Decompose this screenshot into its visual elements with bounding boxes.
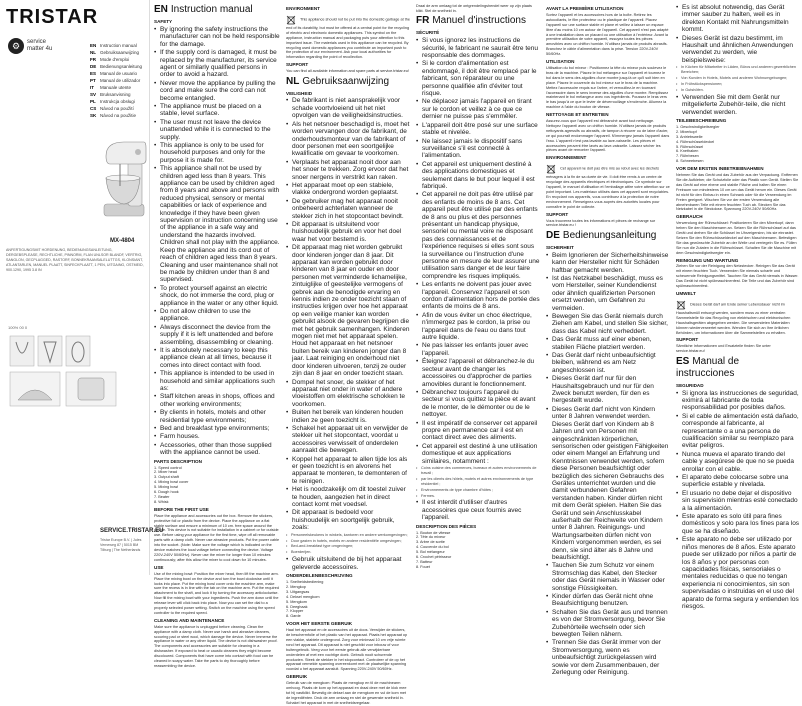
safety-item: • Accessories, other than those supplied with the appliance cannot be used. xyxy=(154,442,280,457)
part-item: 3. Output shaft xyxy=(154,475,179,480)
safety-item: • Il est impératif de conserver cet appareil propre en permanence car il est en contact direct avec des aliments. xyxy=(416,420,540,442)
language-list-item xyxy=(90,84,142,91)
language-list xyxy=(90,42,142,119)
service-icon: ⚙ xyxy=(8,38,24,54)
safety-item: • Koppel het apparaat te allen tijde los als er geen toezicht is en alvorens het apparaat te monteren, te demonteren of te reinigen. xyxy=(286,456,410,486)
safety-item: • Les enfants ne doivent pas jouer avec l'appareil. Conservez l'appareil et son cordon d'alimentation hors de portée des enfants de moins de 8 ans. xyxy=(416,281,540,311)
part-item: 1. Speed control xyxy=(154,465,182,470)
section-title-de: DE Bedienungsanleitung xyxy=(546,229,657,241)
part-item: 7. Beater xyxy=(154,495,170,499)
cleaning-text-de: Ziehen Sie vor der Reinigung den Netzstecker. Reinigen Sie das Gerät mit einem feuchten Tuch. Verwenden Sie niemals scharfe und scheuernde Reinigungsmittel. Tauchen Sie das Gerät niemals in Wasser. Das Gerät ist nicht spülmaschinenfest. Die Teile und das Zubehör sind spülmaschinenfest. xyxy=(676,264,799,289)
safety-item: • Éteignez l'appareil et débranchez-le du secteur avant de changer les accessoires ou d'approcher de parties amovibles durant le fonctionnement. xyxy=(416,358,540,388)
heading-environment: ENVIRONMENT xyxy=(286,6,320,11)
safety-item: • Dit apparaat mag niet worden gebruikt door kinderen jonger dan 8 jaar. Dit apparaat kan worden gebruikt door kinderen van 8 jaar en ouder en door personen met verminderde lichamelijke, zintuiglijke of geestelijke vermogens of gebrek aan de benodigde ervaring en kennis indien ze onder toezicht staan of instructies krijgen over hoe het apparaat op een veilige manier kan worden gebruikt alsook de gevaren begrijpen die met het gebruik samenhangen. Kinderen mogen niet met het apparaat spelen. Houd het apparaat en het netsnoer buiten bereik van kinderen jonger dan 8 jaar. Laat reiniging en onderhoud niet door kinderen uitvoeren, tenzij ze ouder zijn dan 8 jaar en onder toezicht staan. xyxy=(286,244,410,377)
cleaning-text-fr: Assurez-vous que l'appareil est débranché avant tout nettoyage. Nettoyez l'appareil avec un chiffon humide. N'utilisez jamais de produits nettoyants agressifs ou abrasifs, de tampon à récurer ou de laine d'acier, ce qui pourrait endommager l'appareil. N'immergez jamais l'appareil dans l'eau. L'appareil n'est pas lavable au lave-vaisselle. Les pièces et accessoires peuvent être lavés au lave-vaisselle. Laissez sécher les pièces avant de remonter l'appareil. xyxy=(546,119,670,153)
service-badge xyxy=(8,38,52,54)
heading-safety: SAFETY xyxy=(154,19,173,24)
part-item: 8. Fouet xyxy=(416,564,430,569)
safety-item: • Débranchez toujours l'appareil du secteur si vous quittez la pièce et avant de le monter, de le démonter ou de le nettoyer. xyxy=(416,389,540,419)
cover-small-label: 100% 00 0 xyxy=(8,325,28,330)
safety-item: • L'appareil doit être posé sur une surface stable et nivelée. xyxy=(416,122,540,137)
part-item: 4. Deksel mengkom xyxy=(286,594,320,599)
language-label: Bedienungsanleitung xyxy=(100,64,143,69)
safety-item: • Als het netsnoer beschadigd is, moet het worden vervangen door de fabrikant, de onderhoudsmonteur van de fabrikant of door personen met een soortgelijke kwalificatie om gevaar te voorkomen. xyxy=(286,121,410,158)
part-item: 3. Antriebswelle xyxy=(676,134,703,139)
safety-item: • De fabrikant is niet aansprakelijk voor schade voortvloeiend uit het niet opvolgen van de veiligheidsinstructies. xyxy=(286,97,410,119)
language-list-item xyxy=(90,105,142,112)
safety-item: • Si le cordon d'alimentation est endommagé, il doit être remplacé par le fabricant, son réparateur ou une personne qualifiée afin d'éviter tout risque. xyxy=(416,60,540,97)
part-item: 6. Dough hook xyxy=(154,490,179,495)
part-item: 6. Knethaken xyxy=(676,149,699,154)
before-use-text-nl: Haal het apparaat en de accessoires uit de doos. Verwijder de stickers, de beschermfolie of het plastic van het apparaat. Plaats het apparaat op een vlakke, stabiele ondergrond. Zorg voor minimaal 10 cm vrije ruimte rond het apparaat. Dit apparaat is niet geschikt voor inbouw of voor buitengebruik. Veeg voor het eerste gebruik alle verwijderbare onderdelen af met een vochtige doek. Gebruik nooit schurende producten. Steek de stekker in het stopcontact. Controleer of de op het apparaat vermelde spanning overeenkomt met de plaatselijke spanning voordat u het apparaat aansluit. Spanning 220V-240V 50/60Hz. xyxy=(286,628,408,672)
accessories-note-nl: • Gebruik uitsluitend de bij het apparaat geleverde accessoires. xyxy=(286,556,410,571)
safety-item: • De gebruiker mag het apparaat nooit onbeheerd achterlaten wanneer de stekker zich in het stopcontact bevindt. xyxy=(286,198,410,220)
language-list-item xyxy=(90,63,142,70)
cleaning-text: Make sure the appliance is unplugged before cleaning. Clean the appliance with a damp cloth. Never use harsh and abrasive cleaners, scouring pad or steel wool, which damage the device. Never immerse the appliance in water or any other liquid. The device is not dishwasher proof. The components and accessories are suitable for cleaning in a dishwasher. If exposed to heat or caustic cleaners they might become discoloured. Components that have come into contact with food can be cleaned in soapy water. Take the parts to dry thoroughly before reassembling the device. xyxy=(154,624,278,668)
heading-parts: PARTS DESCRIPTION xyxy=(154,458,202,464)
safety-list-de-cont xyxy=(676,4,800,64)
heading-reinigung: REINIGUNG UND WARTUNG xyxy=(676,257,739,263)
model-number: MX-4804 xyxy=(110,238,135,244)
safety-item: • Si ignora las instrucciones de seguridad, eximirá al fabricante de toda responsabilidad por posibles daños. xyxy=(676,390,800,412)
parts-list-fr xyxy=(416,531,540,570)
part-item: 3. Arbre de sortie xyxy=(416,540,445,545)
safety-item: • The appliance must be placed on a stable, level surface. xyxy=(154,103,280,118)
column-nl xyxy=(286,4,410,705)
part-item: 2. Tête du mixeur xyxy=(416,535,446,540)
part-item: 1. Bouton de vitesse xyxy=(416,530,451,535)
part-item: 3. Uitgangsas xyxy=(286,589,310,594)
language-list-item xyxy=(90,91,142,98)
safety-item: • Dompel het snoer, de stekker of het apparaat niet onder in water of andere vloeistoffen om elektrische schokken te voorkomen. xyxy=(286,379,410,409)
usage-item: • Bed-and-breakfast type omgevingen; xyxy=(286,544,410,549)
safety-item: • Bed and breakfast type environments; xyxy=(154,425,280,432)
safety-item: • Staff kitchen areas in shops, offices and other working environments; xyxy=(154,393,280,408)
safety-item: • Dieses Gerät darf nur für den Haushaltsgebrauch und nur für den Zweck benutzt werden, für den es hergestellt wurde. xyxy=(546,375,670,405)
safety-item: • Dit apparaat is bedoeld voor huishoudelijk en soortgelijk gebruik, zoals: xyxy=(286,509,410,531)
safety-item: • Ne laissez jamais le dispositif sans surveillance s'il est connecté à l'alimentation. xyxy=(416,138,540,160)
recycle-bin-icon xyxy=(286,15,296,25)
safety-item: • Cet appareil est uniquement destiné à des applications domestiques et seulement dans le but pour lequel il est fabriqué. xyxy=(416,161,540,191)
heading-umwelt: UMWELT xyxy=(676,291,696,296)
safety-item: • Dieses Gerät ist dazu bestimmt, im Haushalt und ähnlichen Anwendungen verwendet zu werden, wie beispielsweise: xyxy=(676,35,800,65)
safety-item: • This appliance shall not be used by children aged less than 8 years. This appliance can be used by children aged from 8 years and above and persons with reduced physical, sensory or mental capabilities or lack of experience and knowledge if they have been given supervision or instruction concerning use of the appliance in a safe way and understand the hazards involved. Children shall not play with the appliance. Keep the appliance and its cord out of reach of children aged less than 8 years. Cleaning and user maintenance shall not be made by children under than 8 and supervised. xyxy=(154,165,280,284)
part-item: 2. Mengkop xyxy=(286,584,306,589)
safety-item: • Beim Ignorieren der Sicherheitshinweise kann der Hersteller nicht für Schäden haftbar gemacht werden. xyxy=(546,252,670,274)
safety-item: • Nunca mueva el aparato tirando del cable y asegúrese de que no se pueda enrollar con el cable. xyxy=(676,451,800,473)
safety-item: • Bewegen Sie das Gerät niemals durch Ziehen am Kabel, und stellen Sie sicher, dass das Kabel nicht verheddert. xyxy=(546,313,670,335)
safety-item: • Si vous ignorez les instructions de sécurité, le fabricant ne saurait être tenu responsable des dommages. xyxy=(416,37,540,59)
heading-voor-gebruik: VOOR HET EERSTE GEBRUIK xyxy=(286,621,353,627)
part-item: 4. Couvercle du bol xyxy=(416,545,449,550)
language-list-item xyxy=(90,42,142,49)
column-fr xyxy=(416,4,540,572)
accessories-note-fr: • Il est interdit d'utiliser d'autres accessoires que ceux fournis avec l'appareil. xyxy=(416,499,540,521)
safety-item: • El aparato debe colocarse sobre una superficie estable y nivelada. xyxy=(676,474,800,489)
part-item: 1. Snelheidsbediening xyxy=(286,579,324,584)
support-text-de: Sämtliche Informationen und Ersatzteile finden Sie unter service.tristar.eu! xyxy=(676,344,771,354)
part-item: 2. Mixer head xyxy=(154,470,178,475)
language-code: IT xyxy=(90,85,94,90)
language-label: Gebruiksaanwijzing xyxy=(100,50,140,55)
language-code: PL xyxy=(90,99,96,104)
language-label: Instruction manual xyxy=(100,43,137,48)
language-label: Instrukcja obsługi xyxy=(100,99,135,104)
stand-mixer-illustration xyxy=(100,120,148,230)
safety-list-fr xyxy=(416,37,540,465)
heading-use: USE xyxy=(154,564,164,570)
brand-logo: TRISTAR xyxy=(6,6,99,28)
section-title-en: EN Instruction manual xyxy=(154,4,253,15)
part-item: 2. Mixerkopf xyxy=(676,129,697,134)
use-text: Use of the mixing bowl: Position the mixer head, then lift the machine arm. Place the mixing bowl on the device and turn the bowl clockwise until it locks into place. Put the mixing bowl cover onto the machine arm, make sure the recess is in line with the tab on the machine arm. Put the required attachment to the shaft, and lock it by turning the accessory anticlockwise. Now fill the mixing bowl with your ingredients. Push the arm down until the release lever will click back into place. Now you can set the dial to a properly selected power setting. Switch on the machine using the speed controller to the required speed. xyxy=(154,571,279,615)
part-item: 1. Geschwindigkeitsregler xyxy=(676,124,720,129)
safety-item: • El usuario no debe dejar el dispositivo sin supervisión mientras esté conectado a la alimentación. xyxy=(676,490,800,512)
heading-environnement: ENVIRONNEMENT xyxy=(546,155,587,161)
part-item: 8. Garde xyxy=(286,614,301,619)
language-code: ES xyxy=(90,71,97,76)
language-list-item xyxy=(90,56,142,63)
safety-item: • Het is noodzakelijk om dit toestel zuiver te houden, aangezien het in direct contact komt met voedsel. xyxy=(286,486,410,508)
parts-list-nl xyxy=(286,580,410,619)
environment-text-de: Dieses Gerät darf am Ende seiner Lebensdauer nicht im Haushaltsmüll entsorgt werden, sondern muss zu einer zentralen Sammelstelle für das Recycling von elektrischen und elektronischen Haushaltsgeräten abgegeben werden. Die verwendeten Materialien können wiederverwertet werden. Wenden Sie sich an Ihre örtlichen Behörden, um Informationen über die Sammelstellen zu erhalten. xyxy=(676,302,791,335)
language-code: NL xyxy=(90,50,96,55)
heading-teile: TEILEBESCHREIBUNG xyxy=(676,118,727,123)
language-code: SK xyxy=(90,113,97,118)
use-text-nl: Gebruik van de mengkom: Plaats de mengkop en til de machinearm omhoog. Plaats de kom op het apparaat en draai deze met de klok mee tot hij vastklikt. Bevestig de deksel aan de mengkom en vul de kom met de ingrediënten. Druk de arm omlaag en stel de gewenste snelheid in. Schakel het apparaat in met de snelheidsregelaar. xyxy=(286,681,407,705)
part-item: 8. Schneebesen xyxy=(676,159,704,164)
safety-item: • By clients in hotels, motels and other residential type environments; xyxy=(154,409,280,424)
safety-item: • Ne pas laisser les enfants jouer avec l'appareil. xyxy=(416,342,540,357)
language-code: PT xyxy=(90,78,96,83)
accessories-illustration xyxy=(8,330,118,410)
heading-before-use: BEFORE THE FIRST USE xyxy=(154,506,209,512)
safety-item: • To protect yourself against an electric shock, do not immerse the cord, plug or appliance in the water or any other liquid. xyxy=(154,285,280,307)
part-item: 5. Mixing bowl xyxy=(154,485,179,490)
safety-list-nl xyxy=(286,97,410,531)
part-item: 4. Mixing bowl cover xyxy=(154,480,189,485)
heading-gebrauch: GEBRAUCH xyxy=(676,214,703,220)
safety-item: • Schakel het apparaat uit en verwijder de stekker uit het stopcontact, voordat u accessoires verwisselt of onderdelen aanraakt die bewegen. xyxy=(286,425,410,455)
language-code: CS xyxy=(90,106,97,111)
heading-veiligheid: VEILIGHEID xyxy=(286,90,313,96)
safety-item: • It is absolutely necessary to keep this appliance clean at all times, because it comes into direct contact with food. xyxy=(154,347,280,369)
heading-avant: AVANT LA PREMIÈRE UTILISATION xyxy=(546,6,624,11)
part-item: 5. Rührschüssel xyxy=(676,144,704,149)
language-label: Manuale utente xyxy=(100,85,132,90)
safety-list-en xyxy=(154,26,280,457)
before-use-text-fr: Sortez l'appareil et les accessoires hors de la boîte. Retirez les autocollants, le film protecteur ou le plastique de l'appareil. Placez l'appareil sur une surface stable et plane et veillez à laisser un espace libre d'au moins 10 cm autour de l'appareil. Cet appareil n'est pas adapté à une installation dans un placard ou une utilisation à l'extérieur. Avant la première utilisation de votre appareil, essuyez toutes les pièces amovibles avec un chiffon humide. N'utilisez jamais de produits abrasifs. Branchez le câble d'alimentation dans la prise. Tension 220V-240V 50/60Hz. xyxy=(546,12,669,57)
safety-item: • Never move the appliance by pulling the cord and make sure the cord can not become entangled. xyxy=(154,80,280,102)
part-item: 6. Deeghaak xyxy=(286,604,308,609)
usage-list-nl xyxy=(286,533,410,556)
before-use-text-de: Nehmen Sie das Gerät und das Zubehör aus der Verpackung. Entfernen Sie die Aufkleber, die Schutzfolie oder das Plastik vom Gerät. Stellen Sie das Gerät auf eine ebene und stabile Fläche und halten Sie einen Freiraum von mindestens 10 cm um das Gerät herum ein. Dieses Gerät ist nicht für den Einbau in einen Schrank oder für die Verwendung im Freien geeignet. Wischen Sie vor der ersten Verwendung alle abnehmbaren Teile mit einem feuchten Tuch ab. Stecken Sie das Netzkabel in die Steckdose. Spannung 220V-240V 50/60Hz. xyxy=(676,173,799,212)
usage-item: • In Küchen für Mitarbeiter in Läden, Büros und anderen gewerblichen Bereichen; xyxy=(676,65,800,75)
safety-item: • If the supply cord is damaged, it must be replaced by the manufacturer, its service agent or similarly qualified persons in order to avoid a hazard. xyxy=(154,49,280,79)
environment-text-fr: Cet appareil ne doit pas être mis au rebut avec les déchets ménagers à la fin de sa durée de vie. Il doit être remis à un centre de recyclage des appareils électriques et électroniques. Ce symbole sur l'appareil, le manuel d'utilisation et l'emballage attire votre attention sur ce point important. Les matériaux utilisés dans cet appareil sont recyclables. En recyclant vos appareils, vous contribuez à la protection de notre environnement. Renseignez-vous auprès des autorités locales pour connaître le point de collecte. xyxy=(546,166,670,209)
safety-item: • Schalten Sie das Gerät aus und trennen es von der Stromversorgung, bevor Sie Zubehörteile wechseln oder sich bewegten Teilen nähern. xyxy=(546,609,670,639)
section-title-nl: NL Gebruiksaanwijzing xyxy=(286,75,390,87)
heading-pieces: DESCRIPTION DES PIÈCES xyxy=(416,523,477,529)
usage-list-fr xyxy=(416,466,540,498)
usage-item: • Von Kunden in Hotels, Motels und anderen Wohnumgebungen; xyxy=(676,76,800,81)
language-label: Návod na použitie xyxy=(100,113,137,118)
heading-gebruik: GEBRUIK xyxy=(286,674,308,680)
heading-seguridad: SEGURIDAD xyxy=(676,382,704,388)
safety-item: • Het apparaat moet op een stabiele, vlakke ondergrond worden geplaatst. xyxy=(286,182,410,197)
column-en xyxy=(154,4,280,668)
support-text: You can find all available information and spare parts at service.tristar.eu! xyxy=(286,69,409,74)
parts-list-en xyxy=(154,466,280,505)
safety-item: • Buiten het bereik van kinderen houden indien ze geen toezicht is. xyxy=(286,409,410,424)
support-text-fr: Vous trouverez toutes les informations et pièces de rechange sur service.tristar.eu ! xyxy=(546,218,656,228)
safety-item: • Cet appareil ne doit pas être utilisé par des enfants de moins de 8 ans. Cet appareil peut être utilisé par des enfants de 8 ans ou plus et des personnes présentant un handicap physique, sensoriel ou mental voire ne disposant pas des connaissances et de l'expérience requises si elles sont sous la surveillance ou l'instruction d'une personne en mesure de leur assurer une utilisation sans danger et de leur faire comprendre les risques impliqués. xyxy=(416,191,540,280)
safety-item: • Ist das Netzkabel beschädigt, muss es vom Hersteller, seiner Kundendienst oder ähnlich qualifizierten Personen ersetzt werden, um Gefahren zu vermeiden. xyxy=(546,275,670,312)
safety-item: • Dit apparaat is uitsluitend voor huishoudelijk gebruik en voor het doel waar het voor bestemd is. xyxy=(286,221,410,243)
safety-item: • Das Gerät muss auf einer ebenen, stabilen Fläche platziert werden. xyxy=(546,336,670,351)
service-line1: service xyxy=(27,39,47,45)
cover-note: ANFERTIGUNGSMIT HORDENUNG, BEDIENUNGSANLEITUNG, DERGEBSPLEASE, RECHTLICHE, PINNORM, FLAN UNLSOR BLANDF, VERTRIG, SANGLON, GECPLAGGED, RASTORF, BONNEKRAANSALELUTTGS, KLONSIANT, ATLANTARLEN, MANUEL PLAATT, SINFECKPLAATT, 1 PEN, UITGAING, OSTMEID, 900.1290, 1995 3.8 IN xyxy=(6,248,144,272)
safety-item: • Este aparato no debe ser utilizado por niños menores de 8 años. Este aparato puede ser utilizado por niños a partir de los 8 años y por personas con capacidades físicas, sensoriales o mentales reducidas o que no tengan experiencia ni conocimientos, sin son supervisadas o instruidas en el uso del aparato de forma segura y entienden los riesgos. xyxy=(676,536,800,610)
language-code: FR xyxy=(90,57,96,62)
language-label: Manual de usuario xyxy=(100,71,138,76)
company-address: Tristar Europe B.V. | Jules Verneweg 87 | 5015 BM Tilburg | The Netherlands xyxy=(100,538,142,552)
heading-support: SUPPORT xyxy=(286,62,309,68)
part-item: 7. Klopper xyxy=(286,609,304,614)
language-list-item xyxy=(90,70,142,77)
usage-item: • Environnements de type chambre d'hôtes ; xyxy=(416,488,540,493)
part-item: 8. Whisk xyxy=(154,499,169,504)
section-title-fr: FR Manuel d'instructions xyxy=(416,15,526,27)
language-list-item xyxy=(90,49,142,56)
safety-item: • Trennen Sie das Gerät immer von der Stromversorgung, wenn es unbeaufsichtigt zurückgelassen wird sowie vor dem Zusammenbauen, der Zerlegung oder Reinigung. xyxy=(546,639,670,676)
column-de xyxy=(546,4,670,677)
safety-item: • This appliance is only to be used for household purposes and only for the purpose it is made for. xyxy=(154,142,280,164)
safety-item: • Si el cable de alimentación está dañado, corresponde al fabricante, al representante o a una persona de cualificación similar su reemplazo para evitar peligros. xyxy=(676,413,800,450)
usage-item: • par les clients des hôtels, motels et autres environnements de type résidentiel ; xyxy=(416,477,540,487)
usage-list-de xyxy=(676,65,800,93)
language-label: Mode d'emploi xyxy=(100,57,130,62)
service-line2: matter 4u xyxy=(27,46,53,52)
safety-item: • Kinder dürfen das Gerät nicht ohne Beaufsichtigung benutzen. xyxy=(546,593,670,608)
heading-securite: SÉCURITÉ xyxy=(416,30,440,36)
safety-item: • Dieses Gerät darf nicht von Kindern unter 8 Jahren verwendet werden. Dieses Gerät darf von Kindern ab 8 Jahren und von Personen mit eingeschränkten körperlichen, sensorischen oder geistigen Fähigkeiten oder einem Mangel an Erfahrung und Kenntnissen verwendet werden, sofern diese Personen beaufsichtigt oder bezüglich des sicheren Gebrauchs des Gerätes unterrichtet wurden und die damit verbundenen Gefahren verstanden haben. Kinder dürfen nicht mit dem Gerät spielen. Halten Sie das Gerät und sein Anschlusskabel außerhalb der Reichweite von Kindern unter 8 Jahren. Reinigungs- und Wartungsarbeiten dürfen nicht von Kindern vorgenommen werden, es sei denn, sie sind älter als 8 Jahre und beaufsichtigt. xyxy=(546,406,670,562)
column-es xyxy=(676,4,800,610)
section-title-es: ES Manual de instrucciones xyxy=(676,355,740,379)
heading-cleaning: CLEANING AND MAINTENANCE xyxy=(154,617,225,623)
parts-list-de xyxy=(676,125,800,164)
heading-onderdelen: ONDERDELENBESCHRIJVING xyxy=(286,573,353,579)
safety-item: • Es ist absolut notwendig, das Gerät immer sauber zu halten, weil es in direkten Kontakt mit Nahrungsmitteln kommt. xyxy=(676,4,800,34)
usage-item: • Door gasten in hotels, motels en andere residentiële omgevingen; xyxy=(286,539,410,544)
safety-item: • Cet appareil est destiné à une utilisation domestique et aux applications similaires, notamment : xyxy=(416,443,540,465)
usage-item: • Boerderijen. xyxy=(286,550,410,555)
usage-item: • Fermes. xyxy=(416,494,540,499)
safety-item: • Ne déplacez jamais l'appareil en tirant sur le cordon et veillez à ce que ce dernier ne puisse pas s'emmêler. xyxy=(416,98,540,120)
language-code: SV xyxy=(90,92,97,97)
part-item: 6. Crochet pétrisseur xyxy=(416,555,452,560)
safety-item: • This appliance is intended to be used in household and similar applications such as: xyxy=(154,370,280,392)
heading-sicherheit: SICHERHEIT xyxy=(546,244,574,250)
environment-text: This appliance should not be put into the domestic garbage at the end of its durability, but must be offered at a central point for the recycling of electric and electronic domestic appliances. This symbol on the appliance, instruction manual and packaging puts your attention to this important issue. The materials used in this appliance can be recycled. By recycling used domestic appliances you contribute an important push to the protection of our environment. Ask your local authorities for information regarding the point of recollection. xyxy=(286,17,410,60)
language-list-item xyxy=(90,98,142,105)
language-label: Návod na použití xyxy=(100,106,134,111)
language-label: Manual de utilizador xyxy=(100,78,141,83)
language-list-item xyxy=(90,112,142,119)
safety-item: • Always disconnect the device from the supply if it is left unattended and before assembling, disassembling or cleaning. xyxy=(154,324,280,346)
safety-item: • The user must not leave the device unattended while it is connected to the supply. xyxy=(154,119,280,141)
recycle-bin-icon xyxy=(676,300,686,310)
accessories-note-de: • Verwenden Sie mit dem Gerät nur mitgelieferte Zubehör-teile, die nicht verwendet werden. xyxy=(676,94,800,116)
before-use-text: Place the appliance and accessories out the box. Remove the stickers, protective foil or plastic from the device. Place the appliance on a flat stable surface and ensure a minimum of 10 cm. free space around the device. This device is not suitable for installation in a cabinet or for outside use. Before using your appliance for the first time, wipe off all removable parts with a damp cloth. Never use abrasive products. Put the power cable into the socket. (Note: Make sure the voltage which is indicated on the device matches the local voltage before connecting the device. Voltage 220V-240V 50/60Hz). Never use the mixer for longer than 10 minutes continuously; after this allow the mixer to cool down for 10 minutes. xyxy=(154,513,280,562)
safety-item: • Tauchen Sie zum Schutz vor einem Stromschlag das Kabel, den Stecker oder das Gerät niemals in Wasser oder sonstige Flüssigkeiten. xyxy=(546,562,670,592)
language-label: Bruksanvisning xyxy=(100,92,131,97)
heading-utilisation: UTILISATION xyxy=(546,59,575,65)
usage-item: • In Frühstückspensionen; xyxy=(676,82,800,87)
language-code: EN xyxy=(90,43,97,48)
safety-item: • Das Gerät darf nicht unbeaufsichtigt bleiben, während es am Netz angeschlossen ist. xyxy=(546,352,670,374)
safety-item: • Verplaats het apparaat nooit door aan het snoer te trekken. Zorg ervoor dat het snoer nergens in verstrikt kan raken. xyxy=(286,159,410,181)
part-item: 7. Rührbesen xyxy=(676,154,699,159)
heading-support-fr: SUPPORT xyxy=(546,211,569,217)
heading-support-de: SUPPORT xyxy=(676,337,699,343)
part-item: 5. Bol mélangeur xyxy=(416,550,445,555)
part-item: 4. Rührschüsseldeckel xyxy=(676,139,715,144)
language-code: DE xyxy=(90,64,97,69)
usage-item: • Personeelskeukens in winkels, kantoren en andere werkomgevingen; xyxy=(286,533,410,538)
part-item: 7. Batteur xyxy=(416,559,433,564)
safety-item: • Este aparato es solo útil para fines domésticos y solo para los fines para los que se ha diseñado. xyxy=(676,513,800,535)
safety-item: • By ignoring the safety instructions the manufacturer can not be held responsible for the damage. xyxy=(154,26,280,48)
heading-nettoyage: NETTOYAGE ET ENTRETIEN xyxy=(546,112,609,118)
use-text-fr: Utilisation du bol mixeur : Positionnez la tête du mixeur puis soulevez le bras de la machine. Placez le bol mélangeur sur l'appareil et tournez le bol dans le sens des aiguilles d'une montre jusqu'à ce qu'il soit bien en place. Placez le couvercle du bol mixeur sur le bras de la machine. Mettez l'accessoire requis sur l'arbre, et verrouillez-le en tournant l'accessoire dans le sens inverse des aiguilles d'une montre. Remplissez maintenant le bol mélangeur avec vos ingrédients. Poussez le bras vers le bas jusqu'à ce que le levier de déverrouillage s'enclenche. Allumez la machine à l'aide du bouton de vitesse. xyxy=(546,65,669,110)
recycle-bin-icon xyxy=(546,164,556,174)
safety-item: • Afin de vous éviter un choc électrique, n'immergez pas le cordon, la prise ou l'appareil dans de l'eau ou dans tout autre liquide. xyxy=(416,312,540,342)
usage-item: • Coins cuisine des commerces, bureaux et autres environnements de travail ; xyxy=(416,466,540,476)
use-text-de: Verwendung der Rührschüssel: Positionieren Sie den Mixerkopf, dann heben Sie den Maschinenarm an. Setzen Sie die Rührschüssel auf das Gerät und drehen Sie die Schüssel im Uhrzeigersinn, bis sie einrastet. Setzen Sie den Rührschüsseldeckel auf den Maschinenarm. Befestigen Sie das gewünschte Zubehör an der Welle und verriegeln Sie es. Füllen Sie nun die Zutaten in die Rührschüssel. Schalten Sie die Maschine mit dem Geschwindigkeitsregler ein. xyxy=(676,221,797,255)
heading-vor-gebrauch: VOR DEM ERSTEN INBETRIEBNAHMEN xyxy=(676,166,764,172)
safety-list-es xyxy=(676,390,800,611)
safety-list-de xyxy=(546,252,670,677)
language-list-item xyxy=(90,77,142,84)
safety-item: • Farm houses. xyxy=(154,433,280,440)
nl-continued-text: Draai de arm omlaag tot de ontgrendelingshendel weer op zijn plaats klikt. Stel de snelheid in. xyxy=(416,4,532,13)
safety-item: • Do not allow children to use the appliance. xyxy=(154,308,280,323)
service-website: SERVICE.TRISTAR.EU xyxy=(100,528,164,534)
part-item: 5. Mengkom xyxy=(286,599,307,604)
usage-item: • In Gutshöfen. xyxy=(676,88,800,93)
